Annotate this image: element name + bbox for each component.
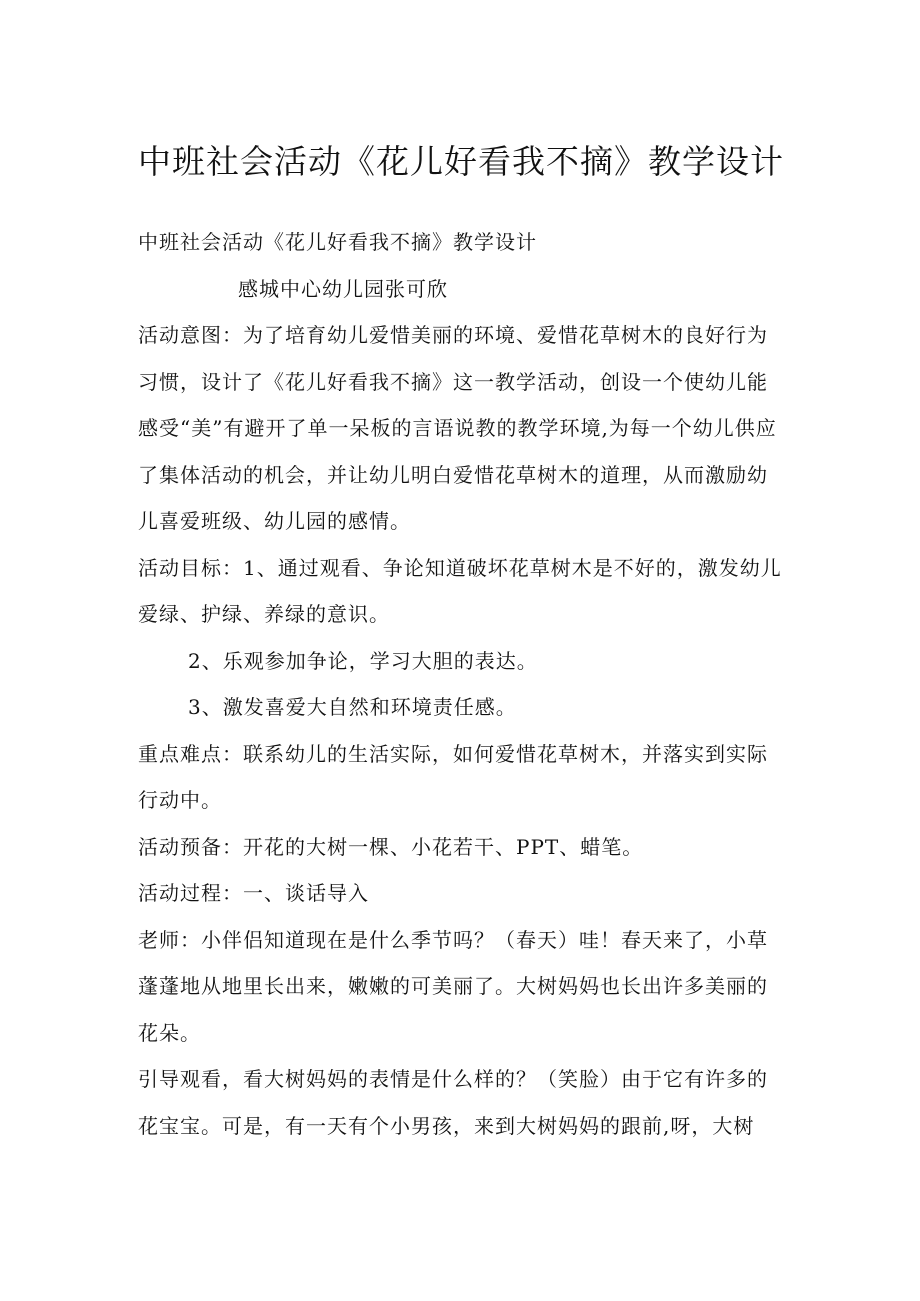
key-points-paragraph: 重点难点：联系幼儿的生活实际，如何爱惜花草树木，并落实到实际行动中。	[138, 741, 768, 812]
intent-paragraph: 活动意图：为了培育幼儿爱惜美丽的环境、爱惜花草树木的良好行为习惯，设计了《花儿好看我不摘》这一教学活动，创设一个使幼儿能感受“美”有避开了单一呆板的言语说教的教学环境,为每一个幼儿供应了集体活动的机会，并让幼儿明白爱惜花草树木的道理，从而激励幼儿喜爱班级、幼儿园的感情。	[138, 323, 777, 533]
goal-paragraph-3: 3、激发喜爱大自然和环境责任感。	[188, 695, 517, 719]
document-body	[138, 219, 786, 1149]
subtitle-paragraph: 中班社会活动《花儿好看我不摘》教学设计	[138, 230, 537, 254]
preparation-paragraph: 活动预备：开花的大树一棵、小花若干、PPT、蜡笔。	[138, 834, 644, 859]
process-paragraph: 活动过程：一、谈话导入	[138, 881, 369, 905]
guide-paragraph: 引导观看，看大树妈妈的表情是什么样的？（笑脸）由于它有许多的花宝宝。可是，有一天有个小男孩，来到大树妈妈的跟前,呀，大树	[138, 1067, 768, 1138]
goal-paragraph-2: 2、乐观参加争论，学习大胆的表达。	[188, 648, 538, 673]
goal-paragraph-1: 活动目标：1、通过观看、争论知道破坏花草树木是不好的，激发幼儿爱绿、护绿、养绿的意识。	[138, 555, 782, 626]
document-title: 中班社会活动《花儿好看我不摘》教学设计	[138, 142, 784, 181]
author-line: 感城中心幼儿园张可欣	[238, 276, 448, 301]
teacher-paragraph: 老师：小伴侣知道现在是什么季节吗？（春天）哇！春天来了，小草蓬蓬地从地里长出来，嫩嫩的可美丽了。大树妈妈也长出许多美丽的花朵。	[138, 927, 768, 1045]
